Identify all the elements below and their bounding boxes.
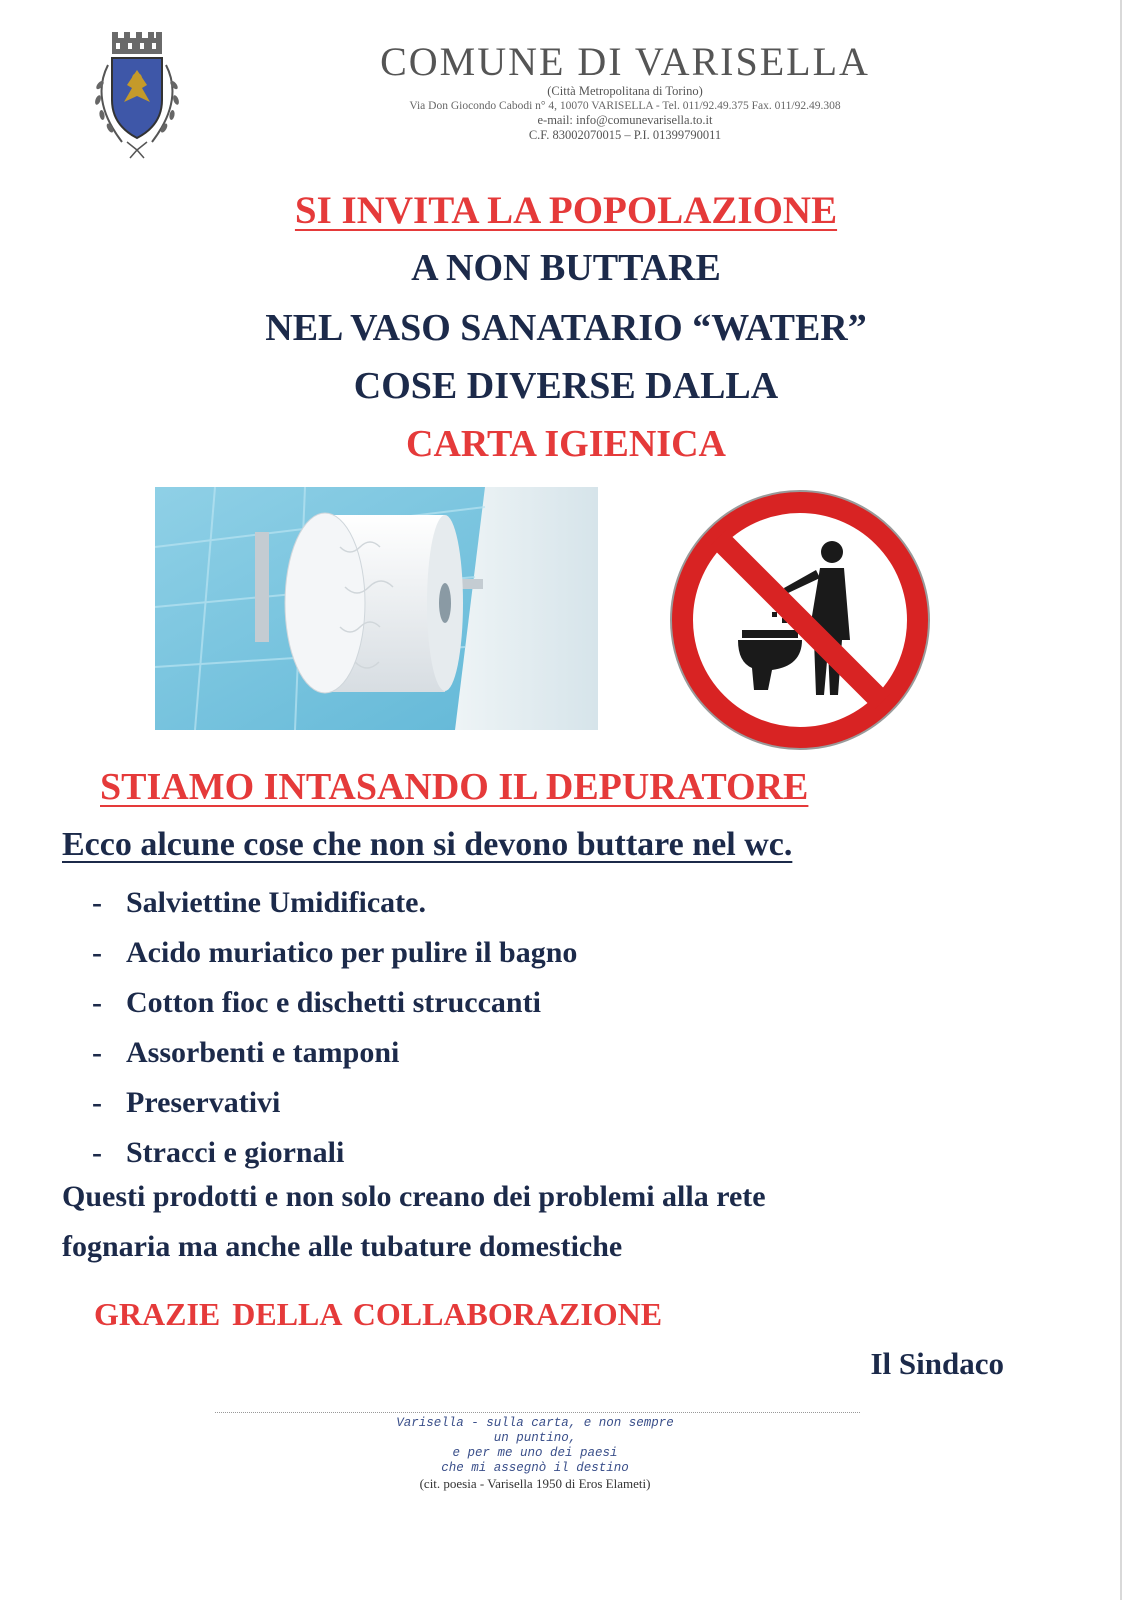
list-item-text: Preservativi — [126, 1086, 281, 1119]
headline-toilet-paper: CARTA IGIENICA — [406, 423, 726, 465]
poem-line: un puntino, — [493, 1431, 577, 1445]
list-bullet: - — [92, 1086, 102, 1119]
toilet-paper-photo-icon — [155, 487, 598, 730]
list-bullet: - — [92, 886, 102, 919]
warning-headline: STIAMO INTASANDO IL DEPURATORE — [100, 766, 809, 808]
paragraph-line-2: fognaria ma anche alle tubature domestiche — [62, 1230, 623, 1263]
municipality-email: e-mail: info@comunevarisella.to.it — [537, 113, 713, 127]
list-item — [92, 1078, 577, 1128]
poem-line: e per me uno dei paesi — [452, 1446, 618, 1460]
coat-of-arms-icon — [82, 30, 192, 160]
list-item — [92, 928, 577, 978]
signature: Il Sindaco — [870, 1346, 1004, 1381]
list-item — [92, 978, 577, 1028]
list-item-text: Assorbenti e tamponi — [126, 1036, 400, 1069]
list-item — [92, 878, 577, 928]
municipality-name: COMUNE DI VARISELLA — [380, 39, 870, 84]
poem-citation: (cit. poesia - Varisella 1950 di Eros Elameti) — [419, 1476, 651, 1491]
headline-line2: A NON BUTTARE — [411, 247, 721, 289]
list-intro: Ecco alcune cose che non si devono buttare nel wc. — [62, 826, 793, 863]
list-bullet: - — [92, 1136, 102, 1169]
list-item-text: Acido muriatico per pulire il bagno — [126, 936, 578, 969]
headline-line3: NEL VASO SANATARIO “WATER” — [265, 307, 867, 349]
list-bullet: - — [92, 936, 102, 969]
no-throwing-sign-icon — [660, 490, 940, 750]
explanation-paragraph — [62, 1172, 1062, 1272]
headline-invite: SI INVITA LA POPOLAZIONE — [294, 189, 838, 232]
footer-poem — [300, 1416, 770, 1476]
list-bullet: - — [92, 1036, 102, 1069]
municipality-header — [330, 40, 920, 143]
municipality-fiscal-code: C.F. 83002070015 – P.I. 01399790011 — [528, 128, 722, 142]
municipality-subtitle: (Città Metropolitana di Torino) — [547, 84, 703, 98]
headline-line4: COSE DIVERSE DALLA — [353, 365, 779, 407]
paragraph-line-1: Questi prodotti e non solo creano dei problemi alla rete — [62, 1180, 766, 1213]
list-item-text: Cotton fioc e dischetti struccanti — [126, 986, 541, 1019]
scan-edge — [1120, 0, 1122, 1600]
poem-line: che mi assegnò il destino — [441, 1461, 629, 1475]
forbidden-items-list — [92, 878, 577, 1178]
list-item-text: Stracci e giornali — [126, 1136, 345, 1169]
poem-line: Varisella - sulla carta, e non sempre — [396, 1416, 674, 1430]
list-item-text: Salviettine Umidificate. — [126, 886, 426, 919]
footer-divider — [215, 1412, 860, 1413]
list-bullet: - — [92, 986, 102, 1019]
list-item — [92, 1128, 577, 1178]
thanks-message: GRAZIE DELLA COLLABORAZIONE — [94, 1296, 663, 1332]
municipality-address: Via Don Giocondo Cabodi n° 4, 10070 VARISELLA - Tel. 011/92.49.375 Fax. 011/92.49.308 — [409, 100, 841, 112]
list-item — [92, 1028, 577, 1078]
